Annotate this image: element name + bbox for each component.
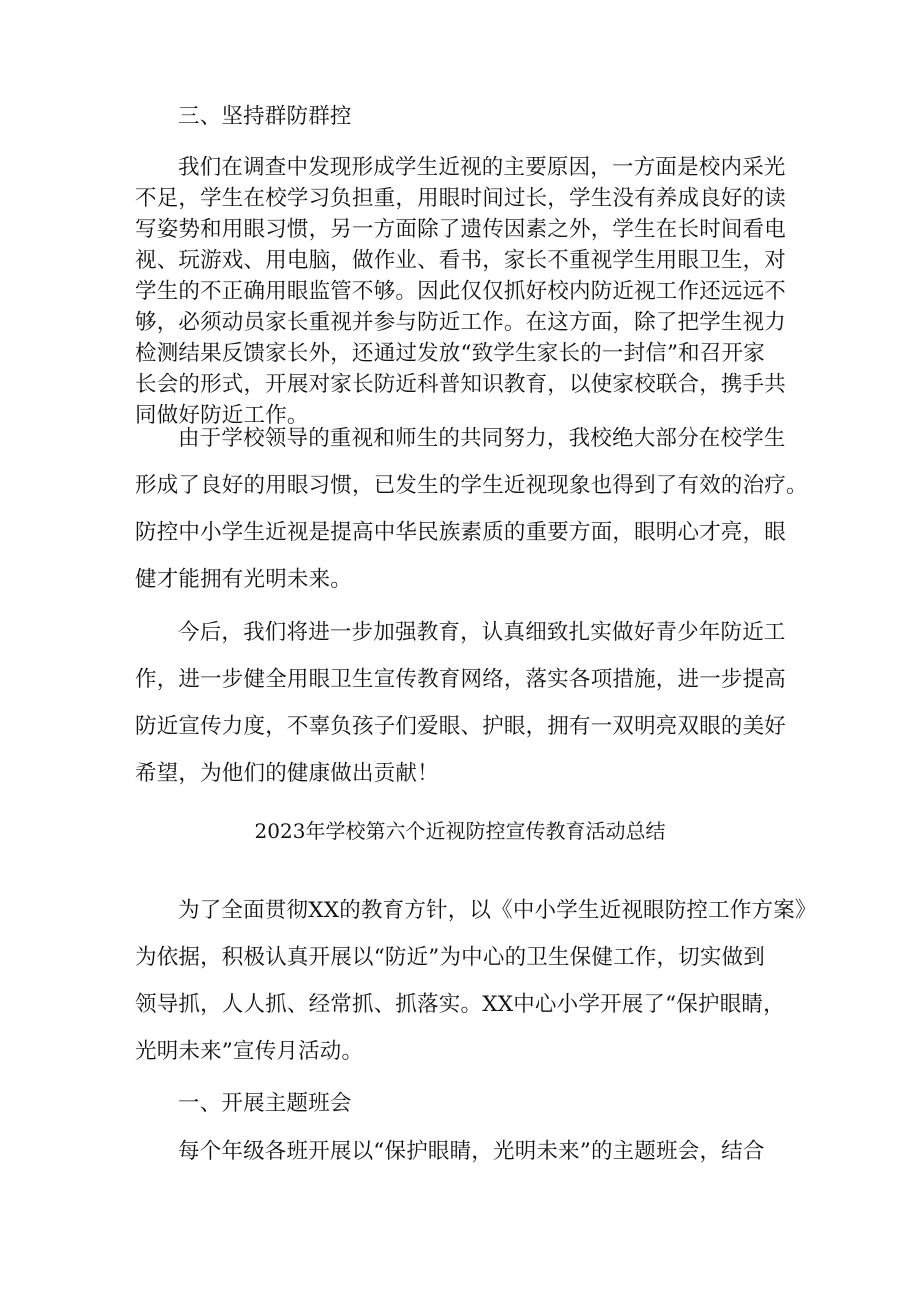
section-heading: 一、开展主题班会: [178, 1091, 352, 1116]
paragraph-line: 防近宣传力度，不辜负孩子们爱眼、护眼，拥有一双明亮双眼的美好: [135, 714, 787, 739]
paragraph-line: 写姿势和用眼习惯，另一方面除了遗传因素之外，学生在长时间看电: [135, 217, 787, 242]
paragraph-line: 我们在调查中发现形成学生近视的主要原因，一方面是校内采光: [178, 155, 786, 180]
paragraph-line: 希望，为他们的健康做出贡献！: [135, 761, 439, 786]
paragraph-line: 检测结果反馈家长外，还通过发放“致学生家长的一封信”和召开家: [135, 341, 765, 366]
paragraph-line: 形成了良好的用眼习惯，已发生的学生近视现象也得到了有效的治疗。: [135, 473, 808, 498]
paragraph-line: 每个年级各班开展以“保护眼睛，光明未来”的主题班会，结合: [178, 1139, 765, 1164]
paragraph-line: 作，进一步健全用眼卫生宣传教育网络，落实各项措施，进一步提高: [135, 667, 787, 692]
paragraph-line: 够，必须动员家长重视并参与防近工作。在这方面，除了把学生视力: [135, 310, 787, 335]
paragraph-line: 不足，学生在校学习负担重，用眼时间过长，学生没有养成良好的读: [135, 186, 787, 211]
paragraph-line: 健才能拥有光明未来。: [135, 567, 353, 592]
paragraph-line: 领导抓，人人抓、经常抓、抓落实。XX中心小学开展了“保护眼睛，: [135, 992, 785, 1017]
paragraph-line: 为依据，积极认真开展以“防近”为中心的卫生保健工作，切实做到: [135, 945, 765, 970]
paragraph-line: 视、玩游戏、用电脑，做作业、看书，家长不重视学生用眼卫生，对: [135, 248, 787, 273]
paragraph-line: 防控中小学生近视是提高中华民族素质的重要方面，眼明心才亮，眼: [135, 520, 787, 545]
paragraph-line: 由于学校领导的重视和师生的共同努力，我校绝大部分在校学生: [178, 426, 786, 451]
paragraph-line: 光明未来”宣传月活动。: [135, 1039, 364, 1064]
paragraph-line: 今后，我们将进一步加强教育，认真细致扎实做好青少年防近工: [178, 620, 786, 645]
document-title: 2023年学校第六个近视防控宣传教育活动总结: [254, 819, 666, 843]
paragraph-line: 学生的不正确用眼监管不够。因此仅仅抓好校内防近视工作还远远不: [135, 279, 787, 304]
paragraph-line: 长会的形式，开展对家长防近科普知识教育，以使家校联合，携手共: [135, 372, 787, 397]
section-heading: 三、坚持群防群控: [178, 104, 352, 129]
paragraph-line: 为了全面贯彻XX的教育方针，以《中小学生近视眼防控工作方案》: [178, 898, 817, 923]
paragraph-line: 同做好防近工作。: [135, 403, 309, 428]
